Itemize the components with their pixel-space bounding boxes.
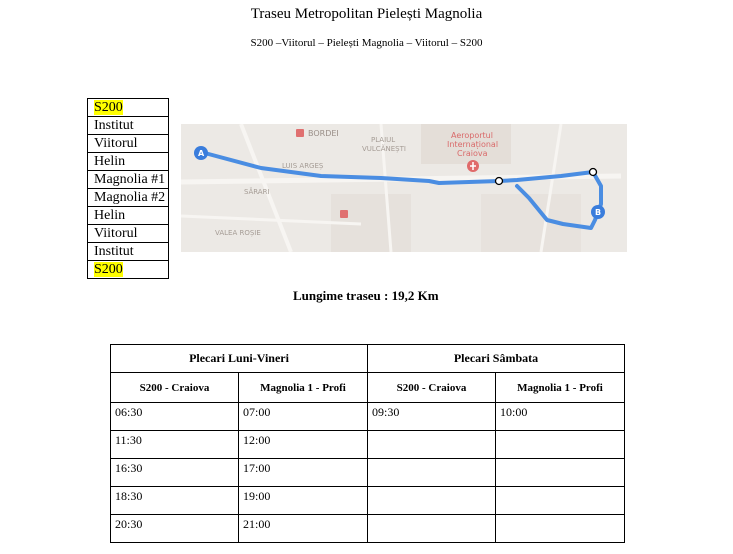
schedule-cell: 10:00 <box>496 403 625 431</box>
map-label-bordei: BORDEI <box>308 129 339 138</box>
schedule-cell: 16:30 <box>111 459 239 487</box>
schedule-cell <box>368 515 496 543</box>
stop-name <box>88 99 169 117</box>
map-label-airport: Internațional <box>447 140 499 149</box>
schedule-cell <box>496 459 625 487</box>
stop-row <box>88 99 169 117</box>
column-header: S200 - Craiova <box>111 373 239 403</box>
stop-row <box>88 153 169 171</box>
schedule-cell: 18:30 <box>111 487 239 515</box>
column-header: Magnolia 1 - Profi <box>239 373 368 403</box>
stop-name: Magnolia #1 <box>88 171 169 189</box>
schedule-cell: 11:30 <box>111 431 239 459</box>
stop-name: Viitorul <box>88 135 169 153</box>
schedule-table <box>110 344 625 543</box>
stop-row <box>88 225 169 243</box>
stop-row <box>88 135 169 153</box>
stop-highlight: S200 <box>94 262 123 277</box>
map-label-valea-rosie: VALEA ROȘIE <box>215 229 261 237</box>
stop-row <box>88 117 169 135</box>
map-label-arges: LUIS ARGEȘ <box>282 162 324 170</box>
group-weekdays: Plecari Luni-Vineri <box>111 345 368 373</box>
route-map-svg <box>181 124 627 252</box>
schedule-row <box>111 515 625 543</box>
map-label-plaiul: PLAIUL <box>371 136 396 144</box>
start-marker-label: A <box>198 149 205 158</box>
schedule-row <box>111 459 625 487</box>
schedule-cell: 12:00 <box>239 431 368 459</box>
schedule-group-header <box>111 345 625 373</box>
schedule-column-header <box>111 373 625 403</box>
schedule-cell: 07:00 <box>239 403 368 431</box>
schedule-cell <box>368 487 496 515</box>
end-marker-label: B <box>595 208 602 217</box>
stop-name <box>88 261 169 279</box>
stop-name: Viitorul <box>88 225 169 243</box>
poi-icon <box>340 210 348 218</box>
schedule-cell: 09:30 <box>368 403 496 431</box>
schedule-cell <box>368 431 496 459</box>
schedule-row <box>111 487 625 515</box>
stop-row <box>88 207 169 225</box>
schedule-row <box>111 431 625 459</box>
schedule-row <box>111 403 625 431</box>
group-saturday: Plecari Sâmbata <box>368 345 625 373</box>
schedule-cell <box>496 431 625 459</box>
route-subtitle: S200 –Viitorul – Pielești Magnolia – Viitorul – S200 <box>250 37 483 49</box>
stop-row <box>88 189 169 207</box>
schedule-cell: 21:00 <box>239 515 368 543</box>
schedule-cell: 06:30 <box>111 403 239 431</box>
map-label-airport: Aeroportul <box>451 131 493 140</box>
stop-row <box>88 261 169 279</box>
stop-row <box>88 243 169 261</box>
column-header: S200 - Craiova <box>368 373 496 403</box>
schedule-cell: 17:00 <box>239 459 368 487</box>
map-label-vulcanesti: VULCĂNEȘTI <box>362 145 406 153</box>
waypoint-marker <box>590 169 597 176</box>
map-label-sarari: SĂRARI <box>244 188 270 196</box>
route-map <box>181 124 627 252</box>
page-title: Traseu Metropolitan Pielești Magnolia <box>250 6 483 22</box>
stop-name: Institut <box>88 117 169 135</box>
map-label-airport: Craiova <box>457 149 488 158</box>
stop-highlight: S200 <box>94 100 123 115</box>
stops-list <box>87 98 169 279</box>
schedule-cell: 20:30 <box>111 515 239 543</box>
poi-icon <box>296 129 304 137</box>
route-length: Lungime traseu : 19,2 Km <box>293 288 439 303</box>
schedule-cell: 19:00 <box>239 487 368 515</box>
stop-row <box>88 171 169 189</box>
column-header: Magnolia 1 - Profi <box>496 373 625 403</box>
stop-name: Helin <box>88 153 169 171</box>
stop-name: Helin <box>88 207 169 225</box>
schedule-cell <box>496 487 625 515</box>
waypoint-marker <box>496 178 503 185</box>
stop-name: Institut <box>88 243 169 261</box>
schedule-cell <box>368 459 496 487</box>
stop-name: Magnolia #2 <box>88 189 169 207</box>
schedule-cell <box>496 515 625 543</box>
